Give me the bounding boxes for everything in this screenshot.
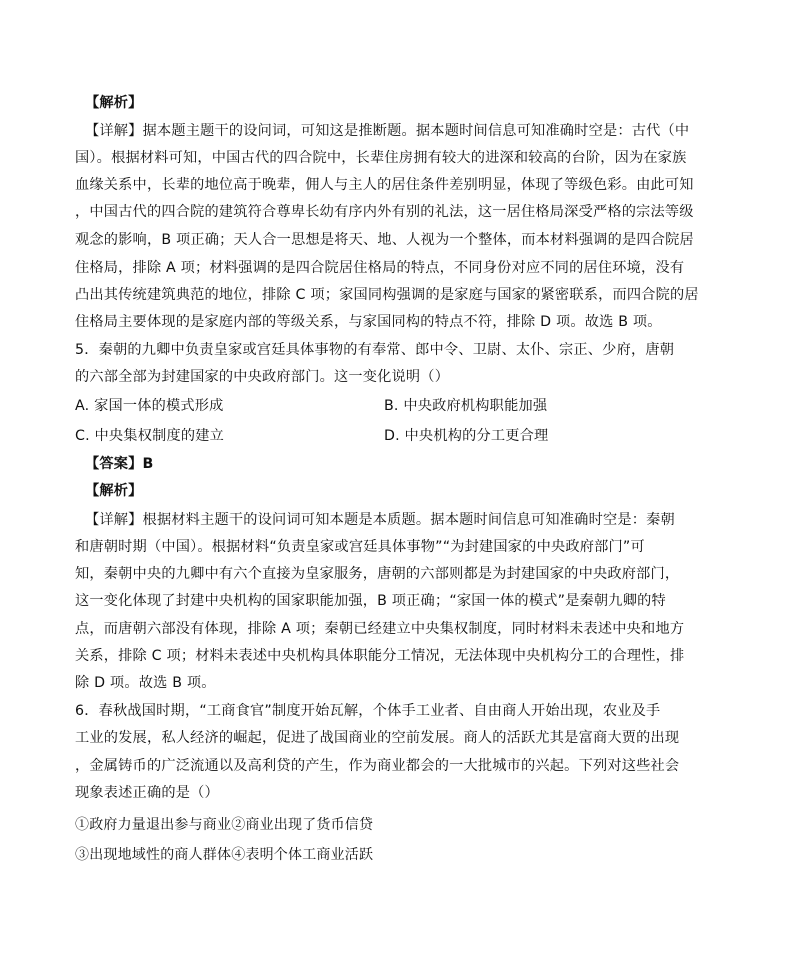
q6-item-line: ③出现地域性的商人群体④表明个体工商业活跃 (75, 847, 374, 863)
q4-detail-line: 观念的影响，B 项正确；天人合一思想是将天、地、人视为一个整体，而本材料强调的是四合院居 (75, 232, 694, 248)
q4-detail-line: 【详解】据本题主题干的设问词，可知这是推断题。据本题时间信息可知准确时空是：古代（中 (85, 123, 690, 139)
q5-option-d: D. 中央机构的分工更合理 (384, 428, 549, 444)
q4-detail-line: ，中国古代的四合院的建筑符合尊卑长幼有序内外有别的礼法，这一居住格局深受严格的宗法等级 (75, 204, 694, 220)
q6-stem-line: 工业的发展，私人经济的崛起，促进了战国商业的空前发展。商人的活跃尤其是富商大贾的出现 (75, 730, 680, 746)
q5-detail-line: 这一变化体现了封建中央机构的国家职能加强，B 项正确；“家国一体的模式”是秦朝九卿的特 (75, 593, 666, 609)
q4-detail-line: 血缘关系中，长辈的地位高于晚辈，佣人与主人的居住条件差别明显，体现了等级色彩。由此可知 (75, 177, 694, 193)
q4-detail-line: 住格局主要体现的是家庭内部的等级关系，与家国同构的特点不符，排除 D 项。故选 B 项。 (75, 314, 662, 330)
q5-answer: 【答案】B (85, 456, 154, 472)
q5-detail-line: 除 D 项。故选 B 项。 (75, 675, 216, 691)
q4-detail-line: 国）。根据材料可知，中国古代的四合院中，长辈住房拥有较大的进深和较高的台阶，因为在家族 (75, 150, 687, 166)
q5-detail-line: 点，而唐朝六部没有体现，排除 A 项；秦朝已经建立中央集权制度，同时材料未表述中央和地方 (75, 621, 685, 637)
q6-stem-line: 6．春秋战国时期，“工商食官”制度开始瓦解，个体手工业者、自由商人开始出现，农业及手 (75, 703, 661, 719)
q5-detail-line: 关系，排除 C 项；材料未表述中央机构具体职能分工情况，无法体现中央机构分工的合理性，排 (75, 648, 685, 664)
q4-detail-line: 住格局，排除 A 项；材料强调的是四合院居住格局的特点，不同身份对应不同的居住环境，没有 (75, 260, 685, 276)
q6-item-line: ①政府力量退出参与商业②商业出现了货币信贷 (75, 817, 374, 833)
q5-option-c: C. 中央集权制度的建立 (75, 428, 225, 444)
q5-stem-line: 的六部全部为封建国家的中央政府部门。这一变化说明（） (75, 369, 450, 385)
q5-analysis-label: 【解析】 (85, 483, 143, 499)
q6-stem-line: 现象表述正确的是（） (75, 785, 219, 801)
q6-stem-line: ，金属铸币的广泛流通以及高利贷的产生，作为商业都会的一大批城市的兴起。下列对这些社会 (75, 758, 680, 774)
q5-stem-line: 5．秦朝的九卿中负责皇家或宫廷具体事物的有奉常、郎中令、卫尉、太仆、宗正、少府，唐朝 (75, 342, 675, 358)
q5-option-b: B. 中央政府机构职能加强 (384, 398, 548, 414)
q4-detail-line: 凸出其传统建筑典范的地位，排除 C 项；家国同构强调的是家庭与国家的紧密联系，而四合院的居 (75, 287, 699, 303)
q5-detail-line: 和唐朝时期（中国）。根据材料“负责皇家或宫廷具体事物”“为封建国家的中央政府部门”可 (75, 539, 645, 555)
q5-option-a: A. 家国一体的模式形成 (75, 398, 224, 414)
q4-analysis-label: 【解析】 (85, 95, 143, 111)
q5-detail-line: 【详解】根据材料主题干的设问词可知本题是本质题。据本题时间信息可知准确时空是：秦朝 (85, 512, 675, 528)
q5-detail-line: 知，秦朝中央的九卿中有六个直接为皇家服务，唐朝的六部则都是为封建国家的中央政府部门， (75, 566, 680, 582)
